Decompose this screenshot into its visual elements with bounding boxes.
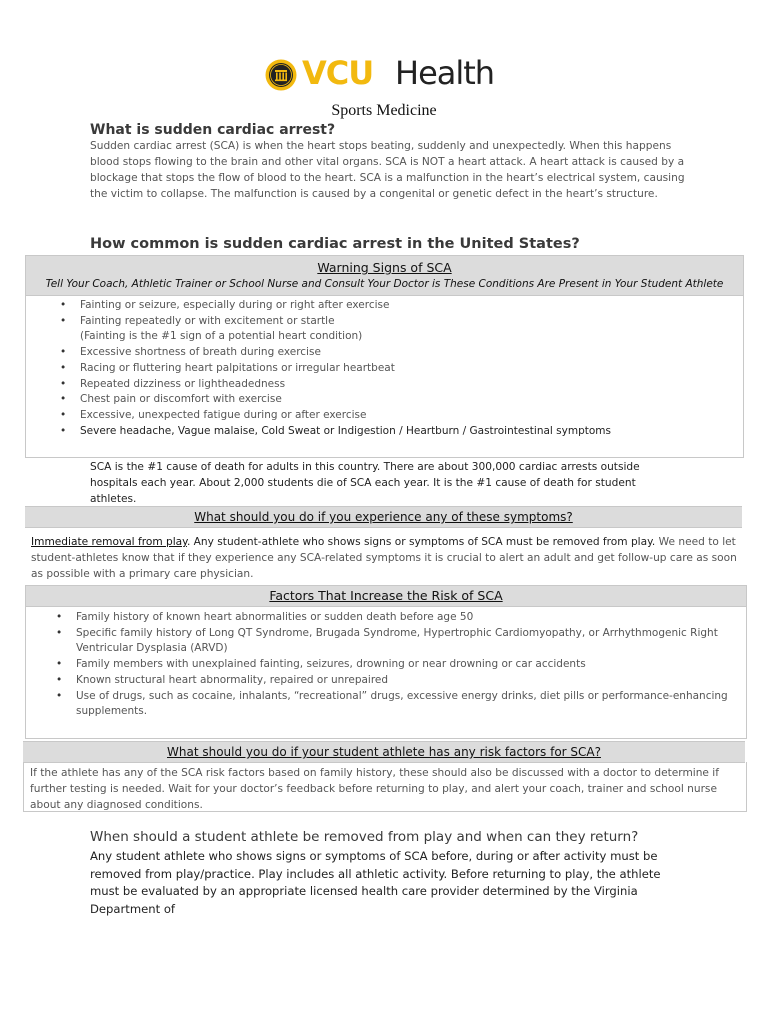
warning-signs-box — [25, 255, 744, 458]
return-to-play-heading: When should a student athlete be removed from play and when can they return? — [90, 829, 639, 845]
list-item: • Repeated dizziness or lightheadedness — [58, 377, 728, 393]
removal-paragraph — [31, 534, 741, 582]
warning-signs-subtitle: Tell Your Coach, Athletic Trainer or School Nurse and Consult Your Doctor is These Conditions Are Present in Your Student Athlete — [45, 278, 724, 290]
logo-health-text: Health — [395, 54, 495, 92]
list-item: • Excessive, unexpected fatigue during or after exercise — [58, 408, 728, 424]
risk-question-box — [23, 762, 747, 812]
list-item: • Specific family history of Long QT Syndrome, Brugada Syndrome, Hypertrophic Cardiomyopathy, or Arrhythmogenic Right Ventricular Dysplasia (ARVD) — [54, 626, 734, 657]
return-to-play-paragraph: Any student athlete who shows signs or symptoms of SCA before, during or after activity must be removed from play/practice. Play includes all athletic activity. Before returning to play, the athlete must be evaluated by an appropriate licensed health care provider determined by the Virginia Department of — [90, 849, 661, 916]
risk-question-paragraph: If the athlete has any of the SCA risk factors based on family history, these should also be discussed with a doctor to determine if further testing is needed. Wait for your doctor’s feedback before returning to play, and alert your coach, trainer and school nurse about any diagnosed conditions. — [30, 767, 719, 811]
removal-rest: We need to let student-athletes know that if they experience any SCA-related symptoms it is crucial to alert an adult and get follow-up care as soon as possible with a primary care physician. — [31, 536, 737, 580]
list-item: (Fainting is the #1 sign of a potential heart condition) — [80, 330, 363, 343]
list-item: • Racing or fluttering heart palpitations or irregular heartbeat — [58, 361, 728, 377]
logo-vcu-text: VCU — [302, 54, 374, 92]
risk-question-title: What should you do if your student athlete has any risk factors for SCA? — [23, 741, 745, 763]
warning-signs-title: Warning Signs of SCA — [317, 260, 452, 275]
list-item: • Excessive shortness of breath during exercise — [58, 345, 728, 361]
removal-mid: Any student-athlete who shows signs or symptoms of SCA must be removed from play. — [190, 536, 656, 548]
list-item: • Fainting or seizure, especially during or right after exercise — [58, 298, 728, 314]
list-item: • Severe headache, Vague malaise, Cold Sweat or Indigestion / Heartburn / Gastrointestinal symptoms — [58, 424, 728, 440]
list-item: • Chest pain or discomfort with exercise — [58, 392, 728, 408]
risk-factors-title: Factors That Increase the Risk of SCA — [26, 586, 746, 607]
removal-lead-end: . — [186, 536, 191, 548]
symptoms-section-title: What should you do if you experience any of these symptoms? — [25, 506, 742, 528]
risk-factors-box — [25, 585, 747, 739]
risk-factors-list — [54, 610, 734, 720]
vcu-health-logo — [265, 56, 505, 94]
common-heading: How common is sudden cardiac arrest in the United States? — [90, 236, 580, 252]
vcu-seal-icon — [265, 59, 297, 91]
list-item: • Known structural heart abnormality, repaired or unrepaired — [54, 673, 734, 689]
sca-statistics-paragraph: SCA is the #1 cause of death for adults in this country. There are about 300,000 cardiac arrests outside hospitals each year. About 2,000 students die of SCA each year. It is the #1 cause of death for student athletes. — [90, 461, 640, 505]
page-subtitle: Sports Medicine — [331, 102, 437, 119]
warning-signs-header — [26, 256, 743, 296]
removal-lead: Immediate removal from play — [31, 536, 187, 548]
intro-paragraph: Sudden cardiac arrest (SCA) is when the heart stops beating, suddenly and unexpectedly. When this happens blood stops flowing to the brain and other vital organs. SCA is NOT a heart attack. A heart attack is caused by a blockage that stops the flow of blood to the heart. SCA is a malfunction in the heart’s electrical system, causing the victim to collapse. The malfunction is caused by a congenital or genetic defect in the heart’s structure. — [90, 140, 685, 200]
list-item: • Use of drugs, such as cocaine, inhalants, “recreational” drugs, excessive energy drinks, diet pills or performance-enhancing supplements. — [54, 689, 734, 720]
list-item: • Fainting repeatedly or with excitement or startle — [58, 314, 728, 330]
list-item: • Family members with unexplained fainting, seizures, drowning or near drowning or car accidents — [54, 657, 734, 673]
warning-signs-list — [58, 298, 728, 439]
intro-heading: What is sudden cardiac arrest? — [90, 122, 336, 138]
list-item: • Family history of known heart abnormalities or sudden death before age 50 — [54, 610, 734, 626]
